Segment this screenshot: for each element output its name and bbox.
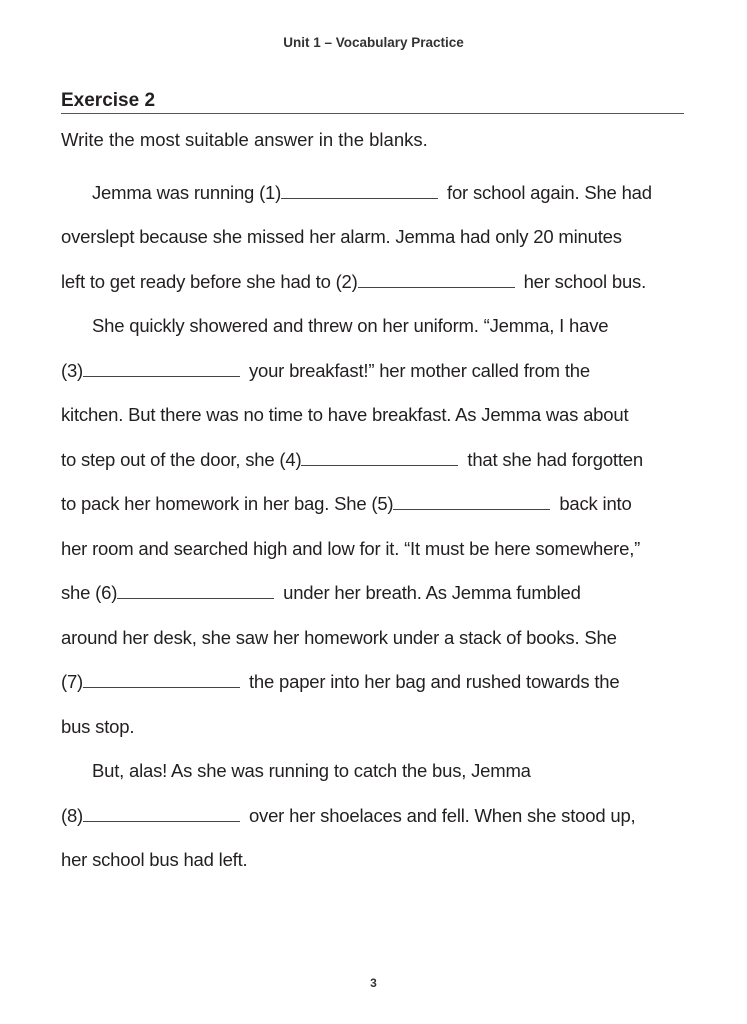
answer-blank-7[interactable]: [83, 686, 240, 688]
answer-blank-1[interactable]: [281, 197, 438, 199]
passage-line: kitchen. But there was no time to have breakfast. As Jemma was about: [61, 404, 629, 425]
passage-line: around her desk, she saw her homework under a stack of books. She: [61, 627, 617, 648]
passage-line: But, alas! As she was running to catch the bus, Jemma: [92, 760, 531, 781]
passage-line: Jemma was running (1) for school again. She had: [92, 182, 652, 203]
answer-blank-4[interactable]: [301, 464, 458, 466]
exercise-title: Exercise 2: [61, 90, 684, 114]
passage-line: overslept because she missed her alarm. Jemma had only 20 minutes: [61, 226, 622, 247]
passage-line: (3) your breakfast!” her mother called from the: [61, 360, 590, 381]
answer-blank-2[interactable]: [358, 286, 515, 288]
passage-line: bus stop.: [61, 716, 135, 737]
passage-line: She quickly showered and threw on her uniform. “Jemma, I have: [92, 315, 609, 336]
exercise-instruction: Write the most suitable answer in the blanks.: [61, 129, 428, 150]
passage-line: she (6) under her breath. As Jemma fumbled: [61, 582, 581, 603]
passage-line: to pack her homework in her bag. She (5) back into: [61, 493, 632, 514]
answer-blank-6[interactable]: [117, 597, 274, 599]
answer-blank-8[interactable]: [83, 820, 240, 822]
answer-blank-3[interactable]: [83, 375, 240, 377]
passage-line: left to get ready before she had to (2) her school bus.: [61, 271, 647, 292]
passage-line: (7) the paper into her bag and rushed towards the: [61, 671, 620, 692]
page-number: 3: [370, 976, 377, 990]
running-header: Unit 1 – Vocabulary Practice: [283, 35, 464, 50]
passage-line: her room and searched high and low for it. “It must be here somewhere,”: [61, 538, 641, 559]
passage-line: to step out of the door, she (4) that she had forgotten: [61, 449, 643, 470]
passage-line: her school bus had left.: [61, 849, 248, 870]
passage-line: (8) over her shoelaces and fell. When she stood up,: [61, 805, 636, 826]
answer-blank-5[interactable]: [393, 508, 550, 510]
